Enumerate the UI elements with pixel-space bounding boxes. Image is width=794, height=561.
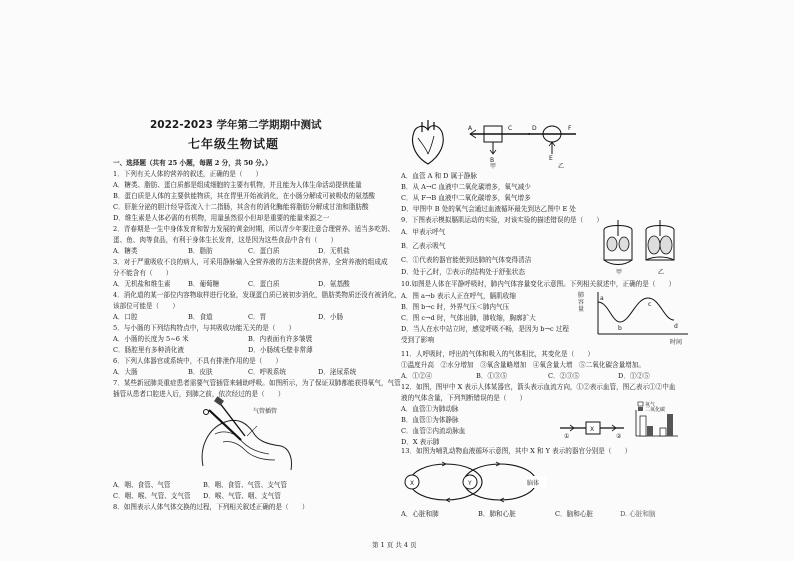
q7-option-b: B．咽、食管、气管、支气管 [203, 481, 287, 489]
q4-stem-line2: 该部位可能是（ ） [113, 302, 179, 310]
q10-stem: 10.如图是人体在平静呼吸时，肺内气体容量变化示意图。下列相关叙述中，正确的是（ ） [401, 280, 676, 288]
q10-option-d: D．当人在水中站立时，感觉呼吸不畅，是因为 b→c 过程 [401, 325, 569, 333]
q4-option-b: B．食道 [188, 313, 213, 321]
fig8-label-a: A [468, 125, 473, 132]
q7-intubation-figure [195, 398, 305, 476]
q2-option-a: A．糖类 [113, 247, 138, 255]
q10-option-d-line2: 受到了影响 [401, 336, 434, 344]
q5-option-a: A．小肠的长度为 5~6 米 [113, 335, 189, 343]
q7-option-c: C．咽、喉、气管、支气管 [113, 492, 191, 500]
q9-option-c: C．①代表的器官能使到达肺的气体变得清洁 [401, 256, 532, 264]
q8-option-d: D．甲图中 B 处的氧气会通过血液循环最先到达乙图中 E 处 [401, 205, 576, 213]
fig10-point-a: a [600, 295, 604, 302]
q2-stem-line2: 蛋、鱼、肉等食品，有利于身体生长发育，这是因为这些食品中含有（ ） [113, 236, 338, 244]
q12-figure [560, 402, 680, 442]
q4-stem: 4．消化道的某一部位内容物取样进行化验，发现蛋白质已被初步消化，脂肪类物质还没有被消化， [113, 291, 401, 299]
q10-option-a: A．图 a→b 表示人正在呼气，膈肌收缩 [401, 292, 516, 300]
q5-stem: 5．与小肠的下列结构特点中，与其吸收功能无关的是（ ） [113, 324, 296, 332]
q8-stem: 8．如图表示人体气体交换的过程，下列相关叙述正确的是（ ） [113, 503, 309, 511]
q6-option-c: C．呼吸系统 [248, 368, 287, 376]
fig12-x-label: X [590, 426, 595, 433]
q9-option-d: D．处于乙时，②表示的结构处于舒张状态 [401, 268, 525, 276]
q5-option-d: D．小肠绒毛壁非常薄 [248, 346, 313, 354]
q1-option-c: C．肝脏分泌的胆汁经导管流入十二指肠，其含有的消化酶能将脂肪分解成甘油和脂肪酸 [113, 203, 369, 211]
q2-option-c: C．蛋白质 [248, 247, 280, 255]
q9-stem: 9．下图表示模拟膈肌运动的实验，对该实验的描述错误的是（ ） [401, 216, 604, 224]
fig13-node-y: Y [468, 480, 472, 487]
q2-stem: 2．青春期是一生中身体发育和智力发展的黄金时期，所以青少年要注意合理营养。适当多吃奶、 [113, 225, 395, 233]
q9-option-a: A．甲表示呼气 [401, 228, 446, 236]
q3-stem-line2: 分不能含有（ ） [113, 269, 173, 277]
q9-option-b: B．乙表示吸气 [401, 242, 446, 250]
fig8-label-yi: 乙 [558, 163, 565, 170]
q11-stem: 11．人呼吸时，呼出的气体和吸入的气体相比，其变化是（ ） [401, 350, 595, 358]
q4-option-c: C．胃 [248, 313, 267, 321]
fig10-point-d: d [674, 323, 678, 330]
q11-items: ①温度升高 ②水分增加 ③氧含量略增加 ④氧含量大增 ⑤二氧化碳含量增加。 [401, 361, 645, 369]
fig9-label-yi: 乙 [658, 269, 665, 276]
q12-option-b: B．血管①为体静脉 [401, 416, 459, 424]
fig13-node-body: 脑体 [527, 480, 540, 487]
fig12-vessel-2: ② [616, 433, 622, 440]
q10-lung-volume-chart [590, 290, 690, 346]
section-heading: 一、选择题（共有 25 小题，每题 2 分，共 50 分。） [113, 159, 272, 167]
fig13-node-x: X [410, 480, 415, 487]
q6-option-b: B．皮肤 [188, 368, 213, 376]
fig8-label-d: D [532, 125, 537, 132]
q6-option-d: D．泌尿系统 [318, 368, 357, 376]
q7-figure-label: 气管插管 [253, 408, 278, 415]
q7-option-d: D．喉、气管、咽、支气管 [203, 492, 281, 500]
q6-stem: 6．下列人体器官或系统中，不具有排泄作用的是（ ） [113, 357, 283, 365]
q6-option-a: A．大肠 [113, 368, 138, 376]
fig10-point-b: b [618, 325, 622, 332]
fig10-y-label: 肺容量 [578, 292, 585, 313]
fig9-label-jia: 甲 [616, 269, 623, 276]
q10-option-c: C．图 c→d 时，气体出肺，肺收缩，胸廓扩大 [401, 314, 536, 322]
q4-option-a: A．口腔 [113, 313, 138, 321]
q3-option-d: D．氨基酸 [318, 280, 350, 288]
q4-option-d: D．小肠 [318, 313, 344, 321]
q1-stem: 1．下列有关人体的营养的叙述，正确的是（ ） [113, 170, 263, 178]
q2-option-b: B．脂肪 [188, 247, 213, 255]
page-footer: 第 1 页 共 4 页 [372, 541, 417, 549]
q3-option-b: B．葡萄糖 [188, 280, 220, 288]
q13-option-b: B．肺和心脏 [478, 510, 516, 518]
q13-stem: 13．如图为哺乳动物血液循环示意图，其中 X 和 Y 表示的器官分别是（ ） [401, 447, 632, 455]
fig8-label-jia: 甲 [490, 163, 497, 170]
q5-option-b: B．内表面有许多皱襞 [248, 335, 313, 343]
q10-option-b: B．图 b→c 时，外界气压＜肺内气压 [401, 303, 510, 311]
exam-subtitle: 七年级生物试题 [188, 137, 280, 151]
q11-option-c: C．②③⑤ [548, 372, 580, 380]
q13-circulation-figure [398, 458, 548, 506]
fig12-vessel-1: ① [564, 433, 570, 440]
fig10-x-label: 时间 [670, 339, 683, 346]
q13-option-a: A．心脏和肺 [401, 510, 439, 518]
q7-stem-line2: 插管从患者口腔进入后，到肺之前，依次经过的是（ ） [113, 390, 285, 398]
q3-stem: 3．对于严重吸收不良的病人，可采用静脉输入全营养液的方法来提供营养，全营养液的组成成 [113, 258, 388, 266]
q8-option-b: B．从 A→C 血液中二氧化碳增多，氧气减少 [401, 183, 531, 191]
q7-option-a: A．咽、食管、气管 [113, 481, 171, 489]
q11-option-a: A．①②④ [401, 372, 433, 380]
q1-option-b: B．蛋白质是人体的主要供能物质，其在胃里开始被消化，在小肠分解成可被吸收的氨基酸 [113, 192, 375, 200]
q13-option-c: C．脑和心脏 [555, 510, 594, 518]
fig10-point-c: c [648, 301, 652, 308]
q5-option-c: C．肠腔里有多种消化液 [113, 346, 184, 354]
q9-bell-jar-figure [600, 220, 680, 276]
q7-stem: 7．某些新冠肺炎重症患者需要气管插管来辅助呼吸。如图所示，为了保证双肺都能获得氧气，气管 [113, 379, 401, 387]
q11-option-b: B．①③⑤ [476, 372, 508, 380]
q3-option-c: C．蛋白质 [248, 280, 280, 288]
q12-option-a: A．血管①为肺动脉 [401, 405, 459, 413]
q8-gas-exchange-figure [408, 118, 578, 168]
fig12-legend-co2: 二氧化碳 [645, 407, 666, 413]
q12-stem-line2: 液的气体含量，下列判断错误的是（ ） [401, 394, 527, 402]
exam-title: 2022-2023 学年第二学期期中测试 [150, 119, 322, 131]
q8-option-a: A．血管 A 和 D 属于静脉 [401, 172, 477, 180]
fig8-label-e: E [549, 155, 553, 162]
fig8-label-b: B [490, 157, 495, 164]
q3-option-a: A．无机盐和维生素 [113, 280, 171, 288]
q12-option-c: C．血管②内流动脉血 [401, 427, 466, 435]
q12-option-d: D．X 表示肺 [401, 438, 440, 446]
fig12-legend-oxygen: 氧气 [645, 402, 656, 408]
q1-option-a: A．糖类、脂肪、蛋白质都是组成细胞的主要有机物，并且能为人体生命活动提供能量 [113, 181, 362, 189]
q2-option-d: D．无机盐 [318, 247, 350, 255]
fig8-label-c: C [508, 125, 513, 132]
q12-stem: 12．如图，图甲中 X 表示人体某器官，箭头表示血流方向，①②表示血管，图乙表示①②中血 [401, 383, 676, 391]
q8-option-c: C．从 F→B 血液中二氧化碳增多，氧气增多 [401, 194, 531, 202]
q11-option-d: D．①②⑤ [618, 372, 650, 380]
q13-option-d: D. 心脏和脑 [620, 510, 656, 518]
q1-option-d: D．维生素是人体必需的有机物，用量虽然很小但却是重要的能量来源之一 [113, 214, 330, 222]
fig8-label-f: F [568, 125, 572, 132]
